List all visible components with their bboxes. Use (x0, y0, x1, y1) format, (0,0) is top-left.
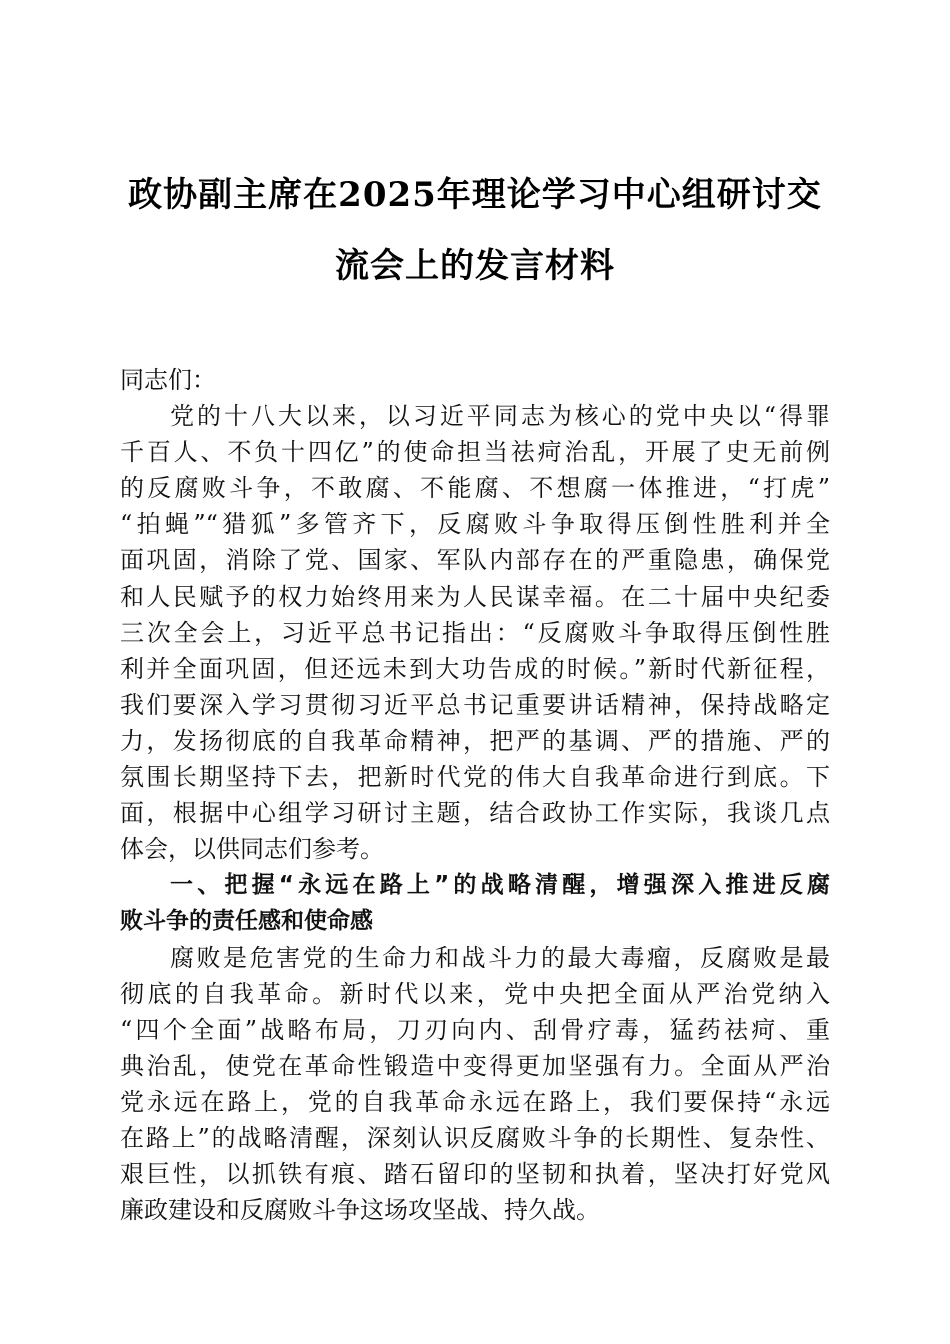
paragraph-2-line-7: 艰巨性，以抓铁有痕、踏石留印的坚韧和执着，坚决打好党风 (120, 1160, 830, 1189)
salutation: 同志们： (120, 366, 216, 394)
section-heading-1-line-1: 一、把握“永远在路上”的战略清醒，增强深入推进反腐 (170, 872, 830, 899)
paragraph-2-line-2: 彻底的自我革命。新时代以来，党中央把全面从严治党纳入 (120, 979, 830, 1008)
paragraph-1-line-2: 千百人、不负十四亿”的使命担当祛疴治乱，开展了史无前例 (120, 438, 830, 467)
document-body (120, 362, 830, 1228)
paragraph-1-line-8: 利并全面巩固，但还远未到大功告成的时候。”新时代新征程， (120, 654, 830, 683)
paragraph-1-line-5: 面巩固，消除了党、国家、军队内部存在的严重隐患，确保党 (120, 546, 830, 575)
paragraph-2-line-6: 在路上”的战略清醒，深刻认识反腐败斗争的长期性、复杂性、 (120, 1123, 830, 1152)
paragraph-1-line-13: 体会，以供同志们参考。 (120, 835, 384, 864)
paragraph-1-line-6: 和人民赋予的权力始终用来为人民谋幸福。在二十届中央纪委 (120, 582, 830, 611)
paragraph-1-line-10: 力，发扬彻底的自我革命精神，把严的基调、严的措施、严的 (120, 726, 830, 755)
paragraph-1-line-4: “拍蝇”“猎狐”多管齐下，反腐败斗争取得压倒性胜利并全 (120, 510, 830, 539)
paragraph-2-line-5: 党永远在路上，党的自我革命永远在路上，我们要保持“永远 (120, 1087, 830, 1116)
paragraph-1-line-3: 的反腐败斗争，不敢腐、不能腐、不想腐一体推进，“打虎” (120, 474, 830, 503)
paragraph-2-line-8: 廉政建设和反腐败斗争这场攻坚战、持久战。 (120, 1196, 600, 1225)
paragraph-1-line-11: 氛围长期坚持下去，把新时代党的伟大自我革命进行到底。下 (120, 763, 830, 792)
paragraph-1-line-9: 我们要深入学习贯彻习近平总书记重要讲话精神，保持战略定 (120, 690, 830, 719)
paragraph-2-line-4: 典治乱，使党在革命性锻造中变得更加坚强有力。全面从严治 (120, 1051, 830, 1080)
document-title-line-2: 流会上的发言材料 (335, 246, 615, 286)
paragraph-1-line-1: 党的十八大以来，以习近平同志为核心的党中央以“得罪 (170, 402, 830, 431)
paragraph-1-line-7: 三次全会上，习近平总书记指出：“反腐败斗争取得压倒性胜 (120, 618, 830, 647)
document-title-line-1: 政协副主席在2025年理论学习中心组研讨交 (128, 175, 822, 215)
paragraph-2-line-3: “四个全面”战略布局，刀刃向内、刮骨疗毒，猛药祛疴、重 (120, 1015, 830, 1044)
paragraph-1-line-12: 面，根据中心组学习研讨主题，结合政协工作实际，我谈几点 (120, 799, 830, 828)
section-heading-1-line-2: 败斗争的责任感和使命感 (120, 908, 373, 935)
paragraph-2-line-1: 腐败是危害党的生命力和战斗力的最大毒瘤，反腐败是最 (170, 943, 830, 972)
